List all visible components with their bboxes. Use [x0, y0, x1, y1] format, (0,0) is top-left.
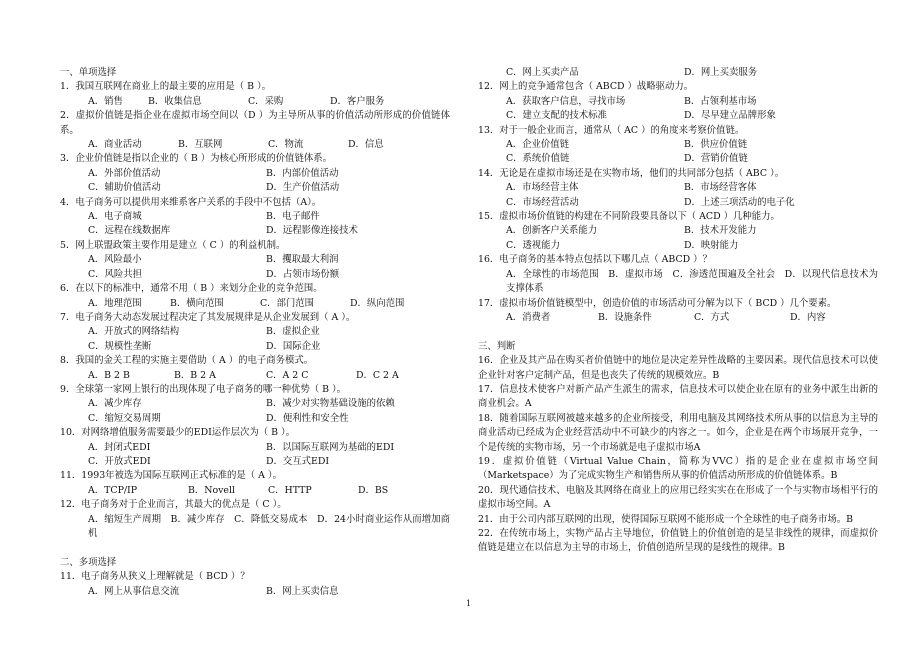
option: B．收集信息 — [148, 95, 202, 107]
option: C．物流 — [268, 139, 304, 151]
option: B．横向范围 — [170, 297, 224, 309]
option: B．市场经营客体 — [684, 182, 757, 194]
option-row — [60, 397, 450, 411]
text-line: 19．虚拟价值链（Virtual Value Chain，简称为VVC）指的是企业在虚拟市场空间（Marketspace）为了完成实物生产和销售所从事的价值活动所形成的价值链体系。B — [478, 455, 878, 482]
option: B．设施条件 — [598, 311, 652, 323]
text-line: 18．随着国际互联网被越来越多的企业所接受，利用电脑及其网络技术所从事的以信息为主导的商业活动已经成为企业经营活动中不可缺少的内容之一。如今，企业是在两个市场展开竞争，一个是传统的实物市场，另一个市场就是电子虚拟市场A — [478, 412, 878, 453]
text-line: 14．无论是在虚拟市场还是在实物市场，他们的共同部分包括（ ABC ）。 — [478, 167, 785, 179]
text-line: A．缩短生产周期 B．减少库存 C．降低交易成本 D．24小时商业运作从而增加商机 — [88, 513, 450, 539]
option: C．风险共担 — [88, 268, 143, 280]
text-line: 一、单项选择 — [60, 67, 117, 78]
option-row — [60, 167, 450, 181]
option: B．B 2 A — [174, 369, 216, 381]
option-row — [478, 152, 878, 166]
option-row — [60, 268, 450, 282]
option: A．电子商城 — [88, 211, 142, 223]
text-line: 10．对网络增值服务需要最少的EDI运作层次为（ B ）。 — [60, 427, 296, 439]
option: D．便利性和安全性 — [266, 412, 349, 424]
option: C．开放式EDI — [88, 455, 151, 467]
option: B．互联网 — [178, 139, 223, 151]
option: D．纵向范围 — [350, 297, 405, 309]
option: D．网上买卖服务 — [684, 67, 758, 78]
option-row — [478, 239, 878, 253]
option: C．方式 — [694, 311, 730, 323]
blank-line — [478, 325, 878, 339]
option: B．占领利基市场 — [684, 95, 757, 107]
option: D．生产价值活动 — [266, 182, 340, 194]
option: D．BS — [358, 484, 389, 496]
text-line: 16．电子商务的基本特点包括以下哪几点（ ABCD ）？ — [478, 254, 712, 266]
option-row — [60, 340, 450, 354]
option: B．Novell — [188, 484, 235, 496]
option: A．外部价值活动 — [88, 167, 161, 179]
option: B．虚拟企业 — [266, 326, 320, 338]
text-line: 15．虚拟市场价值链的构建在不同阶段要具备以下（ ACD ）几种能力。 — [478, 211, 780, 223]
option-row — [60, 210, 450, 224]
text-line: 11．电子商务从狭义上理解就是（ BCD ）？ — [60, 571, 250, 583]
option: C．辅助价值活动 — [88, 182, 161, 194]
option-row — [60, 297, 450, 311]
text-line: 20．现代通信技术、电脑及其网络在商业上的应用已经实实在在形成了一个与实物市场相平行的虚拟市场空间。A — [478, 484, 878, 511]
option-row — [60, 138, 450, 152]
option: A．B 2 B — [88, 369, 130, 381]
option: C．HTTP — [268, 484, 312, 496]
option: A．市场经营主体 — [506, 182, 579, 194]
option: A．TCP/IP — [88, 484, 138, 496]
text-line: 16．企业及其产品在购买者价值链中的地位是决定差异性战略的主要因素。现代信息技术可以使企业针对客户定制产品，但是也丧失了传统的规模效应。B — [478, 355, 878, 381]
option-row — [478, 138, 878, 152]
option: C．透视能力 — [506, 239, 561, 251]
text-line: 1．我国互联网在商业上的最主要的应用是（ B ）。 — [60, 81, 271, 93]
text-line: 22．在传统市场上，实物产品占主导地位，价值链上的价值创造的是呈非线性的规律，而虚拟价值链是建立在以信息为主导的市场上，价值创造所呈现的是线性的规律。B — [478, 527, 878, 554]
option: A．地理范围 — [88, 297, 142, 309]
option: D．信息 — [348, 139, 384, 151]
option-row — [478, 66, 878, 80]
option: A．网上从事信息交流 — [88, 585, 180, 597]
text-line: 12．电子商务对于企业而言，其最大的优点是（ C ）。 — [60, 499, 287, 511]
blank-line — [60, 541, 450, 555]
option: B．攫取最大利润 — [266, 254, 339, 266]
option-row — [60, 95, 450, 109]
option-row — [60, 224, 450, 238]
option-row — [60, 455, 450, 469]
option: C．部门范围 — [260, 297, 315, 309]
option: D．客户服务 — [330, 95, 385, 107]
option-row — [60, 369, 450, 383]
option: C．缩短交易周期 — [88, 412, 161, 424]
option: B．减少对实物基础设施的依赖 — [266, 398, 395, 410]
option: A．开放式的网络结构 — [88, 326, 180, 338]
text-line: 3．企业价值链是指以企业的（ B ）为核心所形成的价值链体系。 — [60, 153, 332, 165]
option: A．企业价值链 — [506, 139, 570, 151]
text-line: 21．由于公司内部互联网的出现，使得国际互联网不能形成一个全球性的电子商务市场。B — [478, 513, 854, 525]
option-row — [478, 196, 878, 210]
option: D．尽早建立品牌形象 — [684, 110, 776, 122]
option: C．规模性垄断 — [88, 340, 152, 352]
text-line: 9．全球第一家网上银行的出现体现了电子商务的哪一种优势（ B ）。 — [60, 383, 346, 395]
option: C．网上买卖产品 — [506, 67, 579, 78]
option: A．减少库存 — [88, 398, 142, 410]
left-column — [60, 66, 450, 599]
text-line: 2．虚拟价值链是指企业在虚拟市场空间以（D ）为主导所从事的价值活动所形成的价值链体系。 — [60, 110, 450, 136]
option: D．远程影像连接技术 — [266, 225, 358, 237]
option: B．供应价值链 — [684, 139, 748, 151]
option: B．技术开发能力 — [684, 225, 757, 237]
text-line: 11．1993年被选为国际互联网正式标准的是（ A ）。 — [60, 470, 282, 482]
option-row — [478, 95, 878, 109]
page-number: 1 — [466, 599, 472, 608]
text-line: 6．在以下的标准中，通常不用（ B ）来划分企业的竞争范围。 — [60, 283, 323, 295]
option-row — [60, 441, 450, 455]
option: C．市场经营活动 — [506, 196, 579, 208]
option: C．采购 — [248, 95, 284, 107]
option-row — [60, 484, 450, 498]
option: D．C 2 A — [356, 369, 399, 381]
option: C．远程在线数据库 — [88, 225, 171, 237]
text-line: 17．虚拟市场价值链模型中，创造价值的市场活动可分解为以下（ BCD ）几个要素。 — [478, 297, 837, 309]
option: A．销售 — [88, 95, 123, 107]
option: D．营销价值链 — [684, 153, 748, 165]
option: A．封闭式EDI — [88, 441, 151, 453]
option: C．系统价值链 — [506, 153, 570, 165]
option: B．电子邮件 — [266, 211, 320, 223]
right-column — [478, 66, 878, 556]
option-row — [60, 181, 450, 195]
option-row — [60, 585, 450, 599]
option-row — [478, 181, 878, 195]
text-line: 7．电子商务大动态发展过程决定了其发展规律是从企业发展到（ A ）。 — [60, 311, 356, 323]
text-line: 13．对于一般企业而言，通常从（ AC ）的角度来考察价值链。 — [478, 124, 745, 136]
text-line: 4．电子商务可以提供用来维系客户关系的手段中不包括（A）。 — [60, 196, 322, 208]
option: D．内容 — [790, 311, 826, 323]
option: B．网上买卖信息 — [266, 585, 339, 597]
option: D．国际企业 — [266, 340, 321, 352]
text-line: 三、判断 — [478, 340, 516, 352]
option: C．A 2 C — [266, 369, 309, 381]
option: D．占领市场份额 — [266, 268, 340, 280]
text-line: 12．网上的竞争通常包含（ ABCD ）战略驱动力。 — [478, 81, 694, 93]
option: C．建立支配的技术标准 — [506, 110, 607, 122]
option-row — [478, 311, 878, 325]
option: D．映射能力 — [684, 239, 739, 251]
text-line: 二、多项选择 — [60, 556, 117, 568]
option: A．风险最小 — [88, 254, 142, 266]
option: A．消费者 — [506, 311, 551, 323]
text-line: 5．网上联盟政策主要作用是建立（ C ）的利益机制。 — [60, 239, 286, 251]
text-line: 8．我国的金关工程的实施主要借助（ A ）的电子商务模式。 — [60, 355, 314, 367]
option-row — [478, 224, 878, 238]
option-row — [60, 325, 450, 339]
option: A．商业活动 — [88, 139, 142, 151]
option: D．上述三项活动的电子化 — [684, 196, 795, 208]
option: B．以国际互联网为基础的EDI — [266, 441, 395, 453]
option: B．内部价值活动 — [266, 167, 339, 179]
option: A．创新客户关系能力 — [506, 225, 598, 237]
text-line: 17．信息技术使客户对新产品产生派生的需求，信息技术可以使企业在原有的业务中派生出新的商业机会。A — [478, 383, 878, 410]
option-row — [60, 412, 450, 426]
option: D．交互式EDI — [266, 455, 330, 467]
text-line: A．全球性的市场范围 B．虚拟市场 C．渗透范围遍及全社会 D．以现代信息技术为支撑体系 — [506, 268, 878, 295]
option-row — [478, 109, 878, 123]
option-row — [60, 253, 450, 267]
option: A．获取客户信息，寻找市场 — [506, 95, 626, 107]
